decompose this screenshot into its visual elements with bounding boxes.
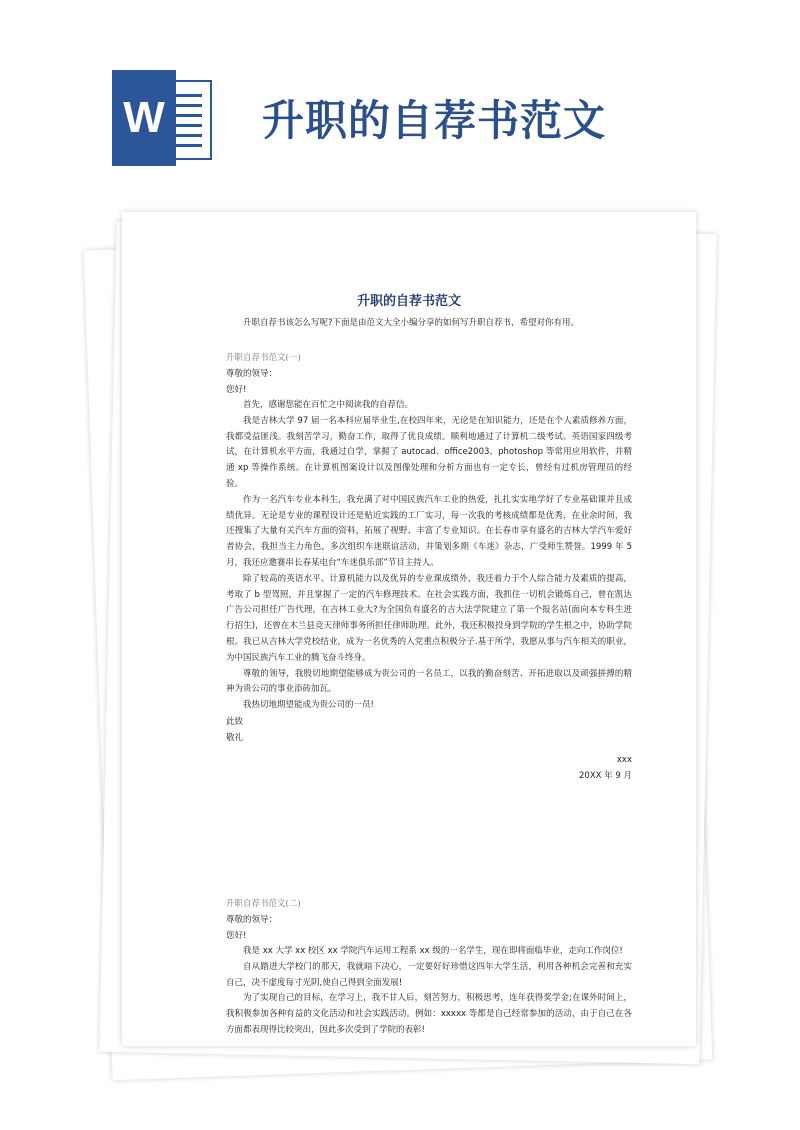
- paragraph: 我是 xx 大学 xx 校区 xx 学院汽车运用工程系 xx 级的一名学生，现在即将面临毕业，走向工作岗位!: [243, 946, 623, 956]
- salutation: 尊敬的领导：: [226, 915, 278, 925]
- intro-paragraph: 升职自荐书该怎么写呢?下面是由范文大全小编分享的如何写升职自荐书，希望对你有用。: [243, 318, 580, 328]
- document-title: 升职的自荐书范文: [356, 294, 461, 309]
- paragraph: 为了实现自己的目标，在学习上，我不甘人后，刻苦努力，积极思考，连年获得奖学金;在课外时间上，我积极参加各种有益的文化活动和社会实践活动。例如：xxxxx 等都是自己经常参加的活动，由于自己在各方面都表现得比较突出，因此多次受到了学院的表彰!: [226, 993, 632, 1035]
- header: [0, 0, 800, 200]
- document-page: [122, 212, 696, 1046]
- word-letter-badge: W: [112, 70, 176, 166]
- paragraph: 作为一名汽车专业本科生，我充满了对中国民族汽车工业的热爱，扎扎实实地学好了专业基础课并且成绩优异。无论是专业的课程设计还是贴近实践的工厂实习，每一次我的考核成绩都是优秀，在业余时间，我还搜集了大量有关汽车方面的资料，拓展了视野、丰富了专业知识。在长春市享有盛名的吉林大学汽车爱好者协会，我担当主力角色，多次组织车迷联谊活动，并策划多期《车迷》杂志，广受师生赞誉。1999 年 5 月，我还应邀赛串长春某电台“车迷俱乐部”节目主持人。: [226, 494, 632, 568]
- paragraph: 除了较高的英语水平、计算机能力以及优异的专业课成绩外，我还着力于个人综合能力及素质的提高，考取了 b 型驾照，并且掌握了一定的汽车修理技术。在社会实践方面，我抓住一切机会锻炼自己，曾在凯达广告公司担任广告代理，在吉林工业大?为全国负有盛名的吉大法学院建立了第一个报名站(面向本专科生进行招生)，还曾在木兰县竞天律师事务所担任律师助理。此外，我还积极投身到学院的学生根之中，协助学院根。我已从吉林大学党校结业，成为一名优秀的入党重点积极分子.基于所学，我愿从事与汽车相关的职业，为中国民族汽车工业的腾飞奋斗终身。: [226, 573, 632, 663]
- greeting: 您好!: [226, 931, 247, 941]
- paragraph: 我热切地期望能成为贵公司的一员!: [243, 700, 374, 711]
- salutation: 尊敬的领导：: [226, 369, 278, 379]
- page-title: 升职的自荐书范文: [262, 96, 607, 145]
- section-heading: 升职自荐书范文(一): [226, 353, 301, 363]
- signature: xxx: [616, 754, 632, 765]
- section-heading: 升职自荐书范文(二): [226, 899, 301, 909]
- date: 20XX 年 9 月: [579, 770, 632, 781]
- section-two: [226, 896, 632, 1039]
- paragraph: 首先，感谢您能在百忙之中阅读我的自荐信。: [243, 400, 414, 410]
- word-document-icon: [112, 70, 216, 166]
- paragraph: 自从踏进大学校门的那天，我就暗下决心，一定要好好珍惜这四年大学生活，利用各种机会完善和充实自己，决不虚度每寸光阴,使自己得到全面发展!: [226, 961, 632, 988]
- paragraph: 我是吉林大学 97 届一名本科应届毕业生,在校四年来，无论是在知识能力，还是在个人素质修养方面，我都受益匪浅。我刻苦学习，勤奋工作，取得了优良成绩。顺利地通过了计算机二级考试、英语国家四级考试，在计算机水平方面，我通过自学，掌握了 autocad、office2003、photoshop 等常用应用软件，并精通 xp 等操作系统。在计算机图案设计以及图像处理和分析方面也有一定专长，曾经有过机房管理员的经验。: [226, 415, 632, 489]
- section-one: [226, 350, 632, 784]
- paragraph: 尊敬的领导，我殷切地期望能够成为贵公司的一名员工，以我的勤奋刻苦、开拓进取以及顽强拼搏的精神为贵公司的事业添砖加瓦。: [226, 668, 632, 695]
- closing-line: 此致: [226, 716, 244, 727]
- closing-line: 敬礼: [226, 732, 244, 743]
- greeting: 您好!: [226, 385, 247, 395]
